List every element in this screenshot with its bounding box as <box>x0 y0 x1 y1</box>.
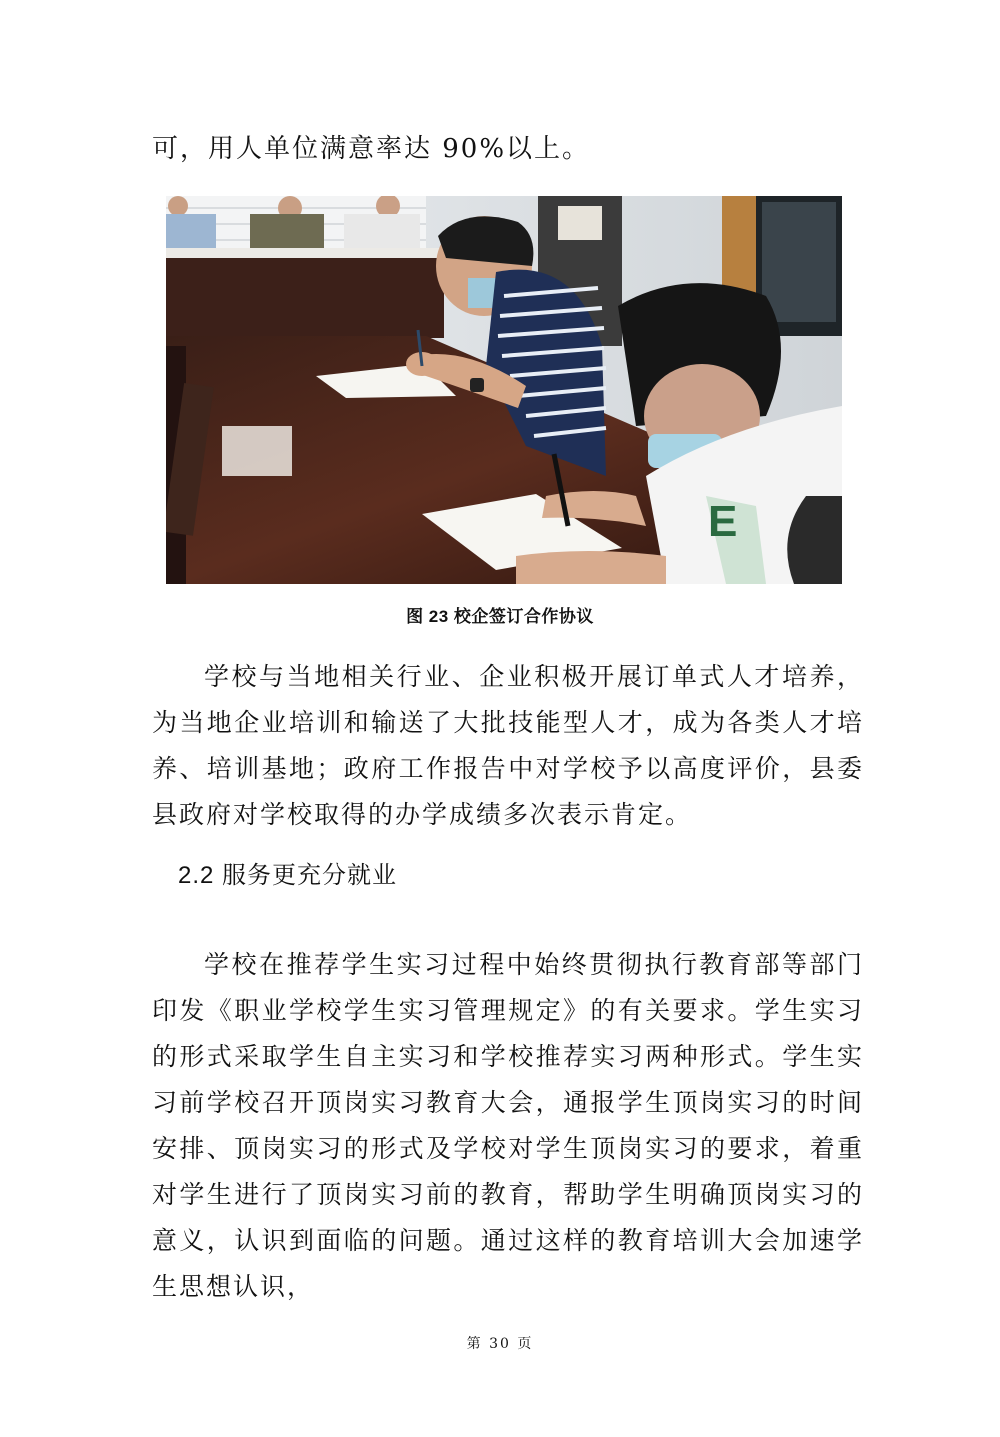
photo-signing-ceremony-icon <box>166 196 842 584</box>
page-number: 第 30 页 <box>466 1336 534 1352</box>
signing-photo <box>166 196 842 584</box>
section-heading: 2.2 服务更充分就业 <box>178 862 398 889</box>
paragraph-2-text: 学校在推荐学生实习过程中始终贯彻执行教育部等部门印发《职业学校学生实习管理规定》的有关要求。学生实习的形式采取学生自主实习和学校推荐实习两种形式。学生实习前学校召开顶岗实习教育大会，通报学生顶岗实习的时间安排、顶岗实习的形式及学校对学生顶岗实习的要求，着重对学生进行了顶岗实习前的教育，帮助学生明确顶岗实习的意义，认识到面临的问题。通过这样的教育培训大会加速学生思想认识， <box>152 950 864 1301</box>
paragraph-2 <box>152 942 864 1310</box>
paragraph-1-text: 学校与当地相关行业、企业积极开展订单式人才培养，为当地企业培训和输送了大批技能型人才，成为各类人才培养、培训基地；政府工作报告中对学校予以高度评价，县委县政府对学校取得的办学成绩多次表示肯定。 <box>152 662 864 829</box>
svg-text:E: E <box>708 497 738 546</box>
continued-text-line: 可，用人单位满意率达 90%以上。 <box>152 134 591 164</box>
figure-caption: 图 23 校企签订合作协议 <box>406 607 594 626</box>
paragraph-1 <box>152 654 864 838</box>
